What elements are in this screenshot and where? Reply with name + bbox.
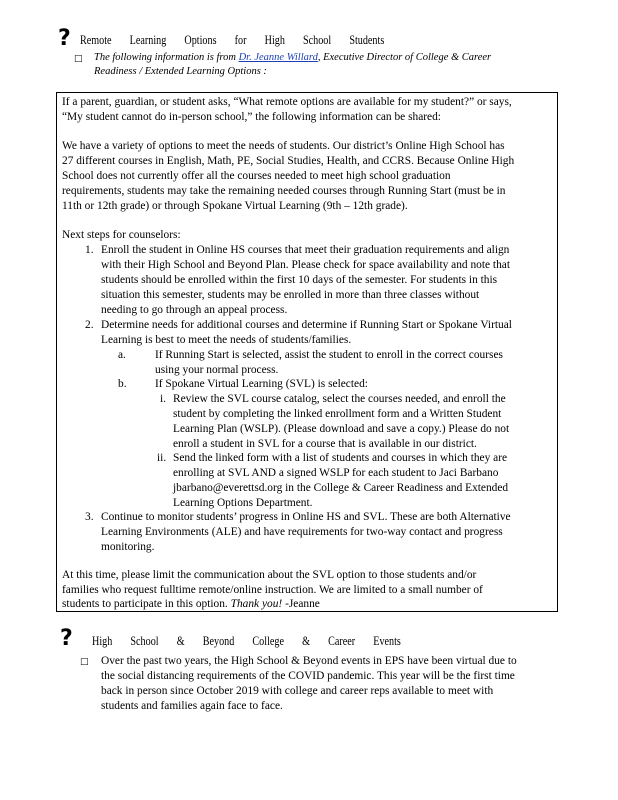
step-1-line-3: students should be enrolled within the first 10 days of the semester. For students in this [101, 274, 498, 286]
step-1-line-4: situation this semester, students may be enrolled in more than three classes without [101, 289, 480, 301]
willard-link[interactable]: Dr. Jeanne Willard [238, 52, 318, 63]
section-heading-hsb-events: High School & Beyond College & Career Events [92, 633, 401, 648]
step-3-line-3: monitoring. [101, 541, 155, 553]
info-line-1 [94, 51, 491, 65]
step-2b-ii-line-1: Send the linked form with a list of students and courses in which they are [173, 452, 508, 464]
closing-line-1: At this time, please limit the communication about the SVL option to those students and/or [62, 569, 477, 581]
step-2-number: 2. [85, 319, 94, 331]
step-1-line-1: Enroll the student in Online HS courses that meet their graduation requirements and align [101, 244, 510, 256]
question-mark-icon: ? [58, 26, 71, 51]
step-2a-line-1: If Running Start is selected, assist the student to enroll in the correct courses [155, 349, 503, 361]
step-3-line-2: Learning Environments (ALE) and have requirements for two-way contact and progress [101, 526, 503, 538]
intro-line-2: “My student cannot do in-person school,” the following information can be shared: [62, 111, 441, 123]
step-2b-ii-line-4: Learning Options Department. [173, 497, 313, 509]
closing-line-3 [62, 597, 320, 612]
step-2b-i-line-1: Review the SVL course catalog, select the courses needed, and enroll the [173, 393, 506, 405]
info-suffix: , Executive Director of College & Career [317, 52, 492, 63]
para-line-2: 27 different courses in English, Math, PE, Social Studies, Health, and CCRS. Because Online High [62, 155, 515, 167]
step-2-line-1: Determine needs for additional courses and determine if Running Start or Spokane Virtual [101, 319, 512, 331]
events-line-2: the social distancing requirements of the COVID pandemic. This year will be the first time [101, 670, 515, 682]
thank-you-text: Thank you! [230, 598, 283, 610]
events-line-3: back in person since October 2019 with college and career reps available to meet with [101, 685, 494, 697]
bullet-icon: □ [80, 657, 89, 667]
step-2b-line-1: If Spokane Virtual Learning (SVL) is selected: [155, 378, 368, 390]
step-2b-ii-numeral: ii. [157, 452, 167, 464]
step-2a-letter: a. [118, 349, 126, 361]
closing-line-2: families who request fulltime remote/online instruction. We are limited to a small number of [62, 584, 483, 596]
signature-text: -Jeanne [285, 598, 320, 610]
step-2b-ii-line-3: jbarbano@everettsd.org in the College & Career Readiness and Extended [173, 482, 509, 494]
intro-line-1: If a parent, guardian, or student asks, “What remote options are available for my student?” or says, [62, 96, 512, 108]
step-2b-ii-line-2: enrolling at SVL AND a signed WSLP for each student to Jaci Barbano [173, 467, 499, 479]
events-line-4: students and families again face to face. [101, 700, 283, 712]
step-2b-i-line-2: student by completing the linked enrollment form and a Written Student [173, 408, 502, 420]
question-mark-icon: ? [60, 626, 73, 651]
step-1-line-2: with their High School and Beyond Plan. Please check for space availability and note that [101, 259, 511, 271]
step-3-number: 3. [85, 511, 94, 523]
step-2b-i-numeral: i. [160, 393, 167, 405]
step-2b-i-line-4: enroll a student in SVL for a course that is available in our district. [173, 438, 477, 450]
step-3-line-1: Continue to monitor students’ progress in Online HS and SVL. These are both Alternative [101, 511, 511, 523]
para-line-1: We have a variety of options to meet the needs of students. Our district’s Online High School has [62, 140, 505, 152]
section-heading-remote-learning: Remote Learning Options for High School Students [80, 32, 385, 47]
next-steps-label: Next steps for counselors: [62, 229, 181, 241]
info-prefix: The following information is from [94, 52, 236, 63]
para-line-3: School does not currently offer all the courses needed to meet high school graduation [62, 170, 451, 182]
para-line-4: requirements, students may take the remaining needed courses through Running Start (must be in [62, 185, 506, 197]
step-1-number: 1. [85, 244, 94, 256]
step-2-line-2: Learning is best to meet the needs of students/families. [101, 334, 352, 346]
para-line-5: 11th or 12th grade) or through Spokane Virtual Learning (9th – 12th grade). [62, 200, 408, 212]
info-line-2: Readiness / Extended Learning Options : [94, 66, 267, 77]
step-2a-line-2: using your normal process. [155, 364, 279, 376]
closing-last-text: students to participate in this option. [62, 598, 228, 610]
bullet-icon: □ [74, 54, 83, 64]
step-2b-letter: b. [118, 378, 127, 390]
events-line-1: Over the past two years, the High School & Beyond events in EPS have been virtual due to [101, 655, 517, 667]
step-2b-i-line-3: Learning Plan (WSLP). (Please download and save a copy.) Please do not [173, 423, 510, 435]
step-1-line-5: needing to go through an appeal process. [101, 304, 288, 316]
